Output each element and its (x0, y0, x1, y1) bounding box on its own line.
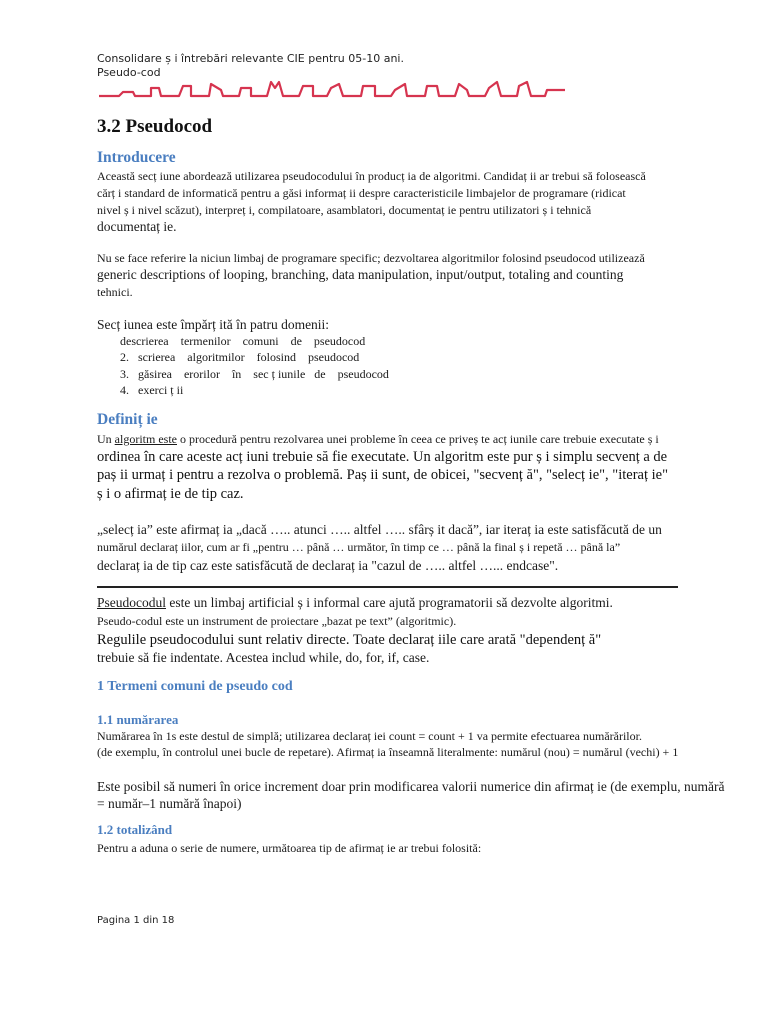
intro-p1-line1: Această secț iune abordează utilizarea pseudocodului în producț ia de algoritmi. Candidaț ii ar trebui să folosească (97, 169, 646, 183)
definitie-p3-line2: Pseudo-codul este un instrument de proiectare „bazat pe text” (algoritmic). (97, 614, 457, 628)
heading-introducere: Introducere (97, 149, 176, 166)
heading-numararea: 1.1 numărarea (97, 712, 179, 727)
header-line-1: Consolidare ș i întrebări relevante CIE pentru 05-10 ani. (97, 52, 404, 65)
definitie-p4-line1: Regulile pseudocodului sunt relativ directe. Toate declaraț iile care arată "dependenț ă" (97, 632, 602, 648)
definitie-p4-line2: trebuie să fie indentate. Acestea includ while, do, for, if, case. (97, 650, 430, 665)
domain-item-4: 4. exerci ț ii (120, 383, 184, 397)
numararea-line3: Este posibil să numeri în orice increment doar prin modificarea valorii numerice din afirmaț ie (de exemplu, numără (97, 779, 725, 794)
definitie-p1-line1: Un algoritm este o procedură pentru rezolvarea unei probleme în ceea ce priveș te acț iunile care trebuie executate ș i (97, 432, 659, 446)
numararea-line2: (de exemplu, în controlul unei bucle de repetare). Afirmaț ia înseamnă literalmente: numărul (nou) = numărul (vechi) + 1 (97, 745, 679, 759)
intro-p2-line2: generic descriptions of looping, branching, data manipulation, input/output, totaling and counting (97, 267, 624, 282)
term-algoritm: algoritm este (114, 432, 177, 446)
domains-intro: Secț iunea este împărț ită în patru domenii: (97, 317, 330, 332)
definitie-p1-line3: paș ii urmaț i pentru a rezolva o problemă. Paș ii sunt, de obicei, "secvenț ă", "selecț ie", "iteraț ie" (97, 467, 669, 483)
totalizand-line1: Pentru a aduna o serie de numere, următoarea tip de afirmaț ie ar trebui folosită: (97, 841, 482, 855)
header-line-2: Pseudo-cod (97, 66, 161, 79)
domain-item-2: 2. scrierea algoritmilor folosind pseudocod (120, 350, 360, 364)
intro-p1-line2: cărț i standard de informatică pentru a găsi informaț ii despre caracteristicile limbajelor de programare (ridicat (97, 186, 626, 200)
term-pseudocodul: Pseudocodul (97, 595, 166, 610)
numararea-line1: Numărarea în 1s este destul de simplă; utilizarea declaraț iei count = count + 1 va permite efectuarea numărărilor. (97, 729, 642, 743)
heading-section-1: 1 Termeni comuni de pseudo cod (97, 679, 293, 694)
intro-p2-line3: tehnici. (97, 285, 133, 299)
heading-definitie: Definiț ie (97, 411, 158, 428)
intro-p1-line4: documentaț ie. (97, 219, 177, 234)
intro-p1-line3: nivel ș i nivel scăzut), interpreț i, compilatoare, asamblatori, documentaț ie pentru utilizatori ș i tehnică (97, 203, 592, 217)
definitie-p1-line4: ș i o afirmaț ie de tip caz. (97, 486, 244, 502)
intro-p2-line1: Nu se face referire la niciun limbaj de programare specific; dezvoltarea algoritmilor folosind pseudocod utilizează (97, 251, 645, 265)
definitie-p2-line1: „selecț ia” este afirmaț ia „dacă ….. atunci ….. altfel ….. sfârș it dacă”, iar iteraț ia este satisfăcută de un (97, 522, 662, 537)
definitie-p2-line3: declaraț ia de tip caz este satisfăcută de declaraț ia "cazul de ….. altfel …... endcase". (97, 558, 559, 573)
heading-totalizand: 1.2 totalizând (97, 822, 173, 837)
page-number: Pagina 1 din 18 (97, 915, 175, 926)
divider (97, 586, 678, 588)
decorative-border (99, 78, 565, 100)
domain-item-3: 3. găsirea erorilor în sec ț iunile de pseudocod (120, 367, 389, 381)
definitie-p1-line2: ordinea în care aceste acț iuni trebuie să fie executate. Un algoritm este pur ș i simplu secvenț a de (97, 449, 668, 465)
numararea-line4: = număr–1 numără înapoi) (97, 796, 242, 811)
domain-item-1: descrierea termenilor comuni de pseudocod (120, 334, 366, 348)
definitie-p3-line1: Pseudocodul este un limbaj artificial ș i informal care ajută programatorii să dezvolte algoritmi. (97, 595, 613, 610)
page-title: 3.2 Pseudocod (97, 116, 213, 137)
definitie-p2-line2: numărul declaraț iilor, cum ar fi „pentru … până … următor, în timp ce … până la final ș i repetă … până la” (97, 540, 621, 554)
